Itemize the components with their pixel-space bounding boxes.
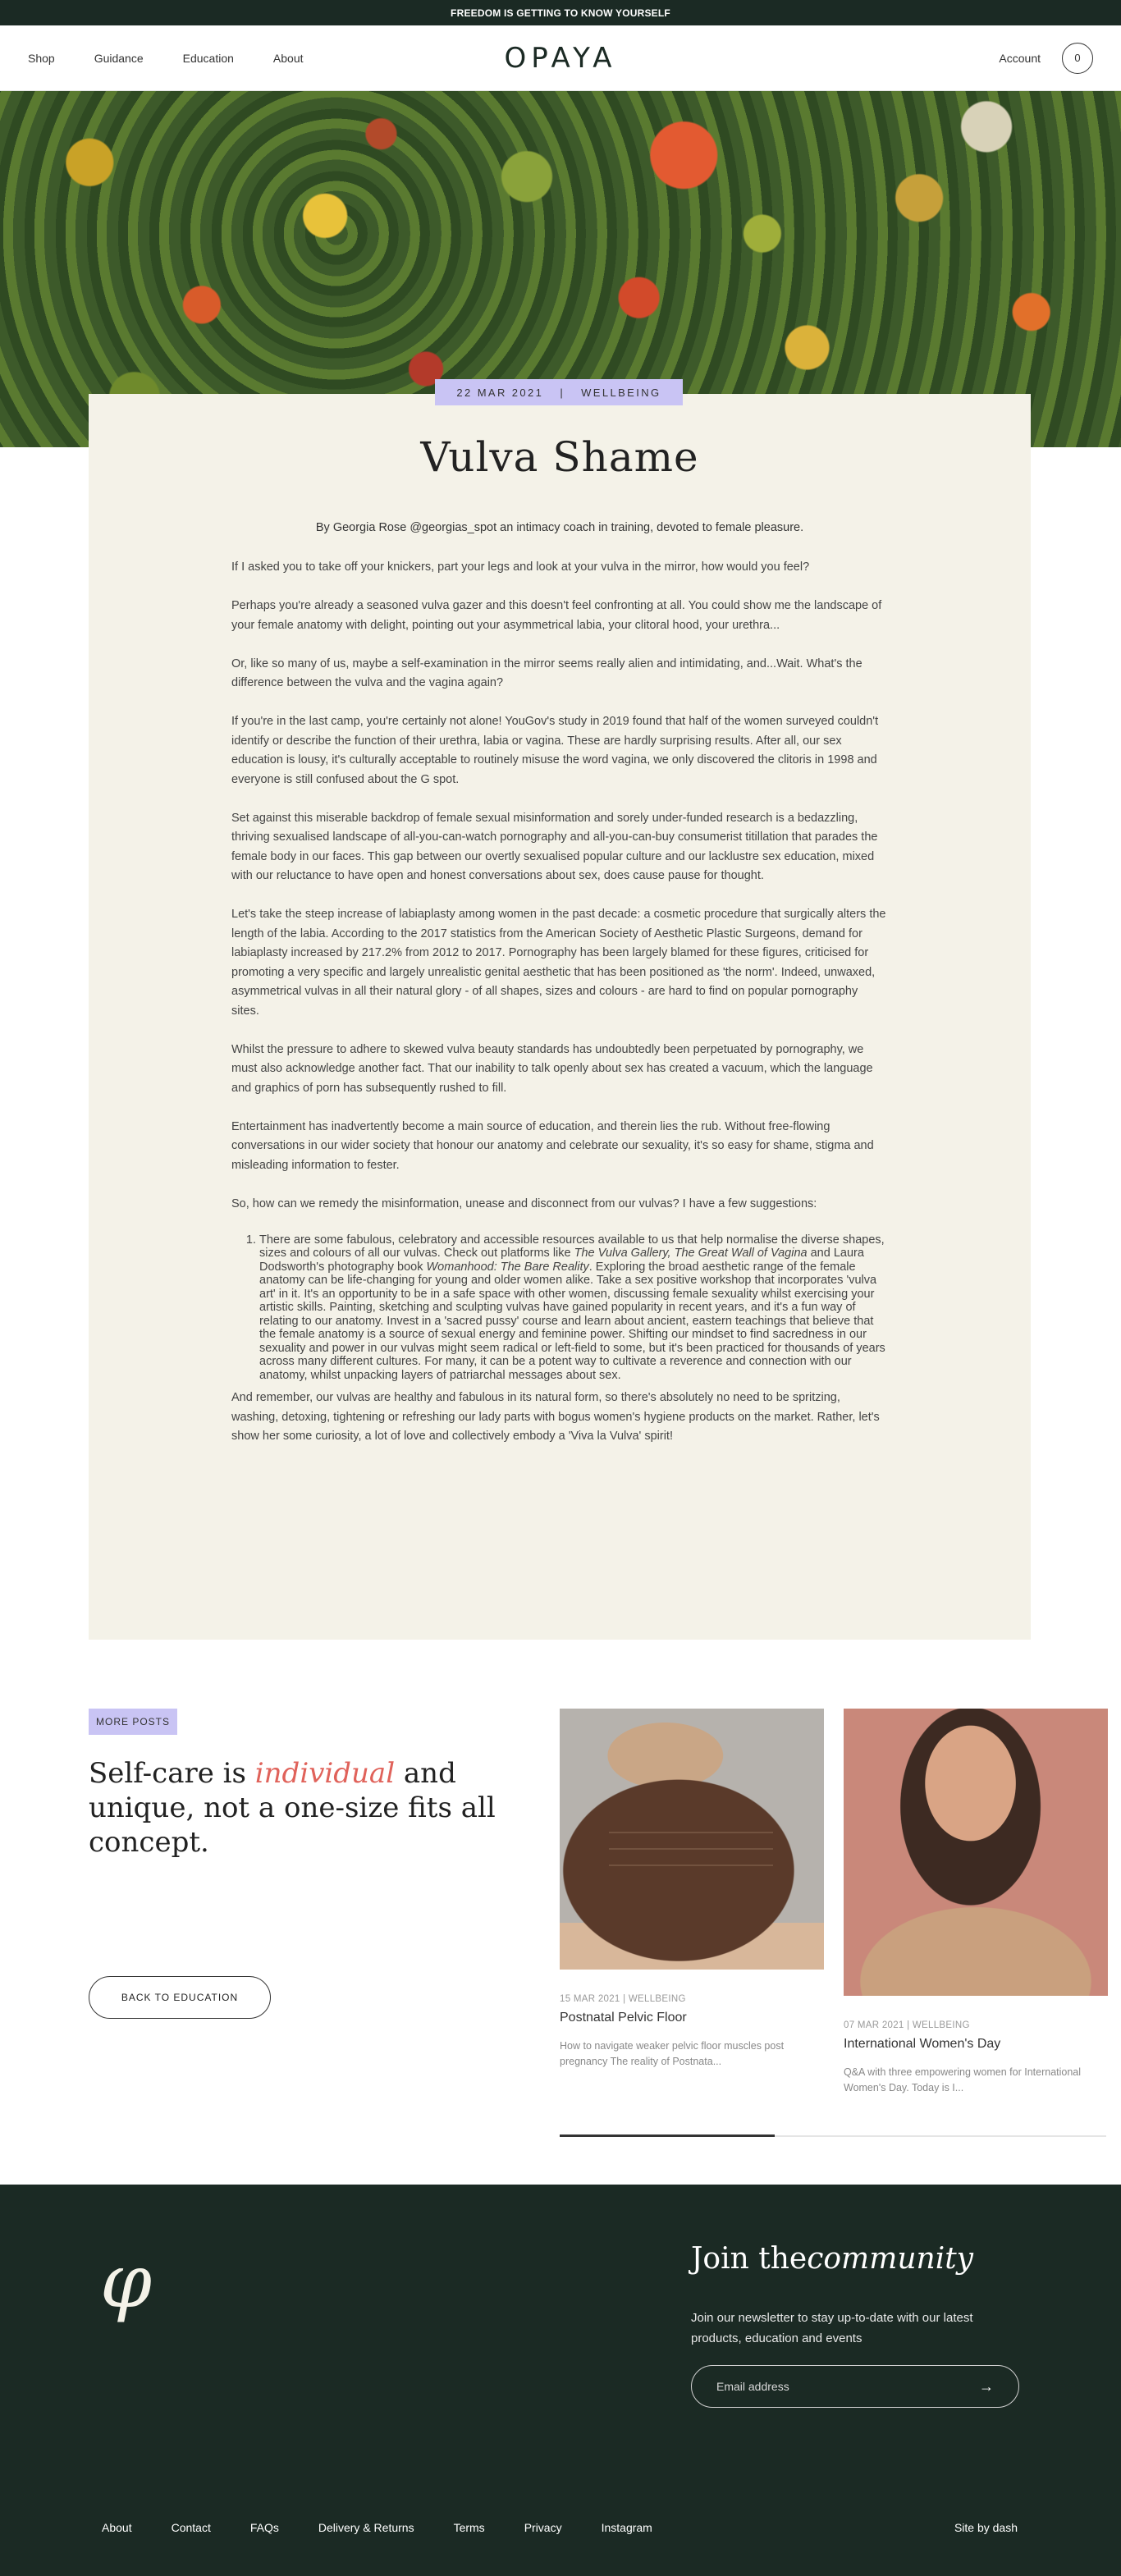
announcement-bar <box>0 0 1121 25</box>
announcement-text: FREEDOM IS GETTING TO KNOW YOURSELF <box>451 7 670 19</box>
meta-separator: | <box>560 386 565 399</box>
nav-about[interactable]: About <box>272 51 304 65</box>
list-text: . Exploring the broad aesthetic range of the female anatomy can be life-changing for young and older women alike. Take a sex positive workshop that incorporates 'vulva art' in it. It's an opportunity to be in a safe space with other women, discussing female sexuality whilst exercising your artistic skills. Painting, sketching and sculpting vulvas have gained popularity in recent years, and it's a fun way of relating to our anatomy. Invest in a 'sacred pussy' course and learn about ancient, eastern teachings that believe that the female anatomy is a source of sexual energy and feminine power. Shifting our mindset to find sacredness in our sexuality and power in our vulvas might seem radical or left-field to some, but it's been practiced for thousands of years across many different cultures. For many, it can be a potent way to cultivate a reverence and connection with our anatomy, whilst unpacking layers of patriarchal messages about sex. <box>259 1260 885 1382</box>
footer-link-faqs[interactable]: FAQs <box>249 2521 279 2534</box>
footer-links <box>102 2521 692 2534</box>
article-meta-pill <box>435 379 683 405</box>
list-text: and Laura Dodsworth's photography book <box>259 1247 864 1274</box>
nav-guidance[interactable]: Guidance <box>94 51 144 65</box>
more-posts-section <box>0 1705 1121 2180</box>
post-excerpt: How to navigate weaker pelvic floor muscles post pregnancy The reality of Postnata... <box>560 2040 785 2067</box>
post-meta: 07 MAR 2021 | WELLBEING <box>844 2020 970 2030</box>
newsletter-form <box>691 2365 1019 2408</box>
post-image-pregnancy[interactable] <box>560 1709 824 1970</box>
post-title[interactable]: Postnatal Pelvic Floor <box>560 2011 687 2025</box>
post-title[interactable]: International Women's Day <box>844 2037 1001 2051</box>
email-input[interactable] <box>716 2380 979 2393</box>
article-title: Vulva Shame <box>420 433 699 481</box>
footer-link-privacy[interactable]: Privacy <box>524 2521 562 2534</box>
article-paragraph: If I asked you to take off your knickers, part your legs and look at your vulva in the mirror, how would you feel? <box>231 560 810 574</box>
cart-count: 0 <box>1074 52 1081 64</box>
list-emphasis: The Vulva Gallery, The Great Wall of Vagina <box>574 1247 808 1260</box>
heading-script-word: individual <box>254 1757 396 1790</box>
account-link[interactable]: Account <box>999 51 1041 65</box>
article-byline: By Georgia Rose @georgias_spot an intimacy coach in training, devoted to female pleasure. <box>315 521 804 534</box>
article-paragraph: Set against this miserable backdrop of female sexual misinformation and sorely under-funded research is a bedazzling, thriving sexualised landscape of all-you-can-watch pornography and all-you-can-buy consumerist titillation that parades the female body in our faces. This gap between our overtly sexualised popular culture and our lacklustre sex education, mixed with our reluctance to have open and honest conversations about sex, does cause pause for thought. <box>231 811 878 882</box>
article-paragraph: Whilst the pressure to adhere to skewed vulva beauty standards has undoubtedly been perpetuated by pornography, we must also acknowledge another fact. That our inability to talk openly about sex has created a vacuum, which the language and graphics of porn has subsequently rushed to fill. <box>231 1042 873 1095</box>
carousel-scrollbar[interactable] <box>560 2135 1106 2137</box>
main-nav <box>28 52 343 65</box>
post-card-postnatal[interactable] <box>560 1709 824 2070</box>
heading-text: and unique, not a one-size fits all concept. <box>89 1757 496 1859</box>
footer-link-terms[interactable]: Terms <box>453 2521 485 2534</box>
more-posts-heading <box>89 1756 524 1860</box>
post-image-portrait[interactable] <box>844 1709 1108 1996</box>
site-logo[interactable]: OPAYA <box>504 41 617 75</box>
cart-button[interactable] <box>1062 43 1093 74</box>
post-card-womens-day[interactable] <box>844 1709 1108 2096</box>
join-script-word: community <box>807 2242 974 2276</box>
arrow-right-icon[interactable]: → <box>979 2377 994 2395</box>
article-date: 22 MAR 2021 <box>456 386 544 399</box>
article-closing: And remember, our vulvas are healthy and fabulous in its natural form, so there's absolutely no need to be spritzing, washing, detoxing, tightening or refreshing our lady parts with bogus women's hygiene products on the market. Rather, let's show her some curiosity, a lot of love and collectively embody a 'Viva la Vulva' spirit! <box>231 1391 880 1443</box>
list-emphasis: Womanhood: The Bare Reality <box>426 1260 589 1274</box>
heading-text: Self-care is <box>89 1757 255 1790</box>
site-header <box>0 25 1121 91</box>
article-card <box>89 386 1031 1640</box>
site-footer <box>0 2185 1121 2576</box>
footer-link-contact[interactable]: Contact <box>171 2521 211 2534</box>
post-excerpt: Q&A with three empowering women for International Women's Day. Today is I... <box>844 2066 1082 2093</box>
article-paragraph: So, how can we remedy the misinformation, unease and disconnect from our vulvas? I have a few suggestions: <box>231 1196 817 1210</box>
article-paragraph: Let's take the steep increase of labiaplasty among women in the past decade: a cosmetic procedure that surgically alters the length of the labia. According to the 2017 statistics from the American Society of Aesthetic Plastic Surgeons, demand for labiaplasty increased by 217.2% from 2012 to 2017. Pornography has been largely blamed for these figures, criticised for promoting a very specific and largely unrealistic genital aesthetic that has been positioned as 'the norm'. Indeed, unwaxed, asymmetrical vulvas in all their natural glory - of all shapes, sizes and colours - are hard to find on popular pornography sites. <box>231 908 886 1018</box>
article-category: WELLBEING <box>581 386 661 399</box>
site-credit[interactable]: Site by dash <box>954 2521 1018 2534</box>
back-to-education-button[interactable]: BACK TO EDUCATION <box>89 1976 271 2019</box>
list-text: There are some fabulous, celebratory and accessible resources available to us that help normalise the diverse shapes, sizes and colours of all our vulvas. Check out platforms like <box>259 1233 885 1260</box>
footer-link-instagram[interactable]: Instagram <box>601 2521 652 2534</box>
post-meta: 15 MAR 2021 | WELLBEING <box>560 1994 686 2004</box>
suggestions-list <box>231 1233 888 1383</box>
article-paragraph: If you're in the last camp, you're certainly not alone! YouGov's study in 2019 found that half of the women surveyed couldn't identify or describe the function of their urethra, labia or vagina. These are hardly surprising results. After all, our sex education is lousy, it's culturally acceptable to routinely misuse the word vagina, we only discovered the clitoris in 1998 and everyone is still confused about the G spot. <box>231 715 879 786</box>
nav-shop[interactable]: Shop <box>28 51 55 65</box>
header-actions <box>999 43 1093 74</box>
newsletter-description: Join our newsletter to stay up-to-date with our latest products, education and events <box>691 2311 973 2345</box>
footer-link-about[interactable]: About <box>102 2521 132 2534</box>
article-paragraph: Or, like so many of us, maybe a self-examination in the mirror seems really alien and intimidating, and...Wait. What's the difference between the vulva and the vagina again? <box>231 657 862 689</box>
more-posts-tag: MORE POSTS <box>89 1709 177 1735</box>
carousel-scroll-thumb[interactable] <box>560 2134 775 2137</box>
footer-logo-icon[interactable]: φ <box>100 2239 153 2325</box>
newsletter-heading <box>691 2242 973 2276</box>
article-paragraph: Perhaps you're already a seasoned vulva gazer and this doesn't feel confronting at all. You could show me the landscape of your female anatomy with delight, pointing out your asymmetrical labia, your clitoral hood, your urethra... <box>231 599 882 632</box>
footer-link-delivery-returns[interactable]: Delivery & Returns <box>318 2521 414 2534</box>
article-body <box>231 558 888 1466</box>
article-paragraph: Entertainment has inadvertently become a main source of education, and therein lies the rub. Without free-flowing conversations in our wider society that honour our anatomy and celebrate our sexuality, it's so easy for shame, stigma and misleading information to fester. <box>231 1119 874 1172</box>
nav-education[interactable]: Education <box>182 51 234 65</box>
list-item <box>259 1233 888 1383</box>
join-text: Join the <box>691 2242 808 2276</box>
